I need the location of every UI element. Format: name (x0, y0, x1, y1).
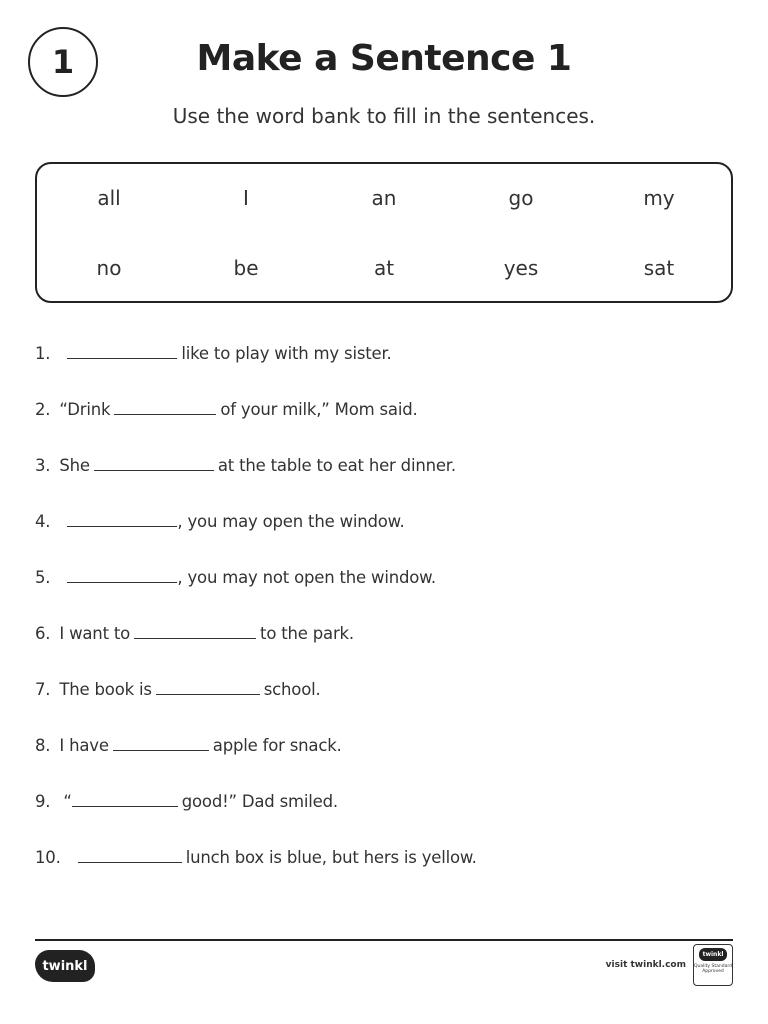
logo-text: twinkl (42, 958, 88, 974)
sentence-number: 9. (35, 792, 51, 811)
word-bank-word: no (96, 256, 122, 280)
badge-logo: twinkl (699, 948, 727, 961)
sentence-before: She (59, 456, 90, 475)
answer-blank[interactable] (67, 512, 177, 527)
sentence-item (35, 680, 321, 706)
word-bank-word: all (97, 186, 121, 210)
sentence-item (35, 400, 418, 426)
sentence-item (35, 624, 354, 650)
answer-blank[interactable] (134, 624, 256, 639)
sentence-before: The book is (59, 680, 152, 699)
answer-blank[interactable] (72, 792, 178, 807)
sentence-before: “ (63, 792, 72, 811)
sentence-item (35, 848, 477, 874)
sentence-item (35, 736, 342, 762)
sentence-after: , you may open the window. (177, 512, 405, 531)
sentence-after: to the park. (260, 624, 354, 643)
sentence-number: 6. (35, 624, 51, 643)
worksheet-number: 1 (51, 43, 75, 81)
word-bank-word: my (643, 186, 675, 210)
sentence-after: like to play with my sister. (181, 344, 392, 363)
sentence-after: , you may not open the window. (177, 568, 436, 587)
sentence-item (35, 456, 456, 482)
badge-text: Quality Standard Approved (694, 964, 732, 974)
sentence-number: 5. (35, 568, 51, 587)
sentence-after: school. (263, 680, 321, 699)
answer-blank[interactable] (94, 456, 214, 471)
word-bank-word: I (243, 186, 249, 210)
answer-blank[interactable] (67, 344, 177, 359)
page-title: Make a Sentence 1 (196, 38, 572, 79)
answer-blank[interactable] (67, 568, 177, 583)
sentence-number: 8. (35, 736, 51, 755)
quality-badge (693, 944, 733, 986)
sentence-before: “Drink (59, 400, 111, 419)
sentence-after: lunch box is blue, but hers is yellow. (185, 848, 477, 867)
sentence-number: 7. (35, 680, 51, 699)
sentence-after: at the table to eat her dinner. (217, 456, 456, 475)
sentence-item (35, 568, 436, 594)
word-bank-word: an (371, 186, 397, 210)
sentence-number: 2. (35, 400, 51, 419)
visit-website-text: visit twinkl.com (605, 960, 686, 970)
sentence-item (35, 344, 392, 370)
word-bank-word: at (373, 256, 395, 280)
sentence-number: 10. (35, 848, 61, 867)
answer-blank[interactable] (113, 736, 209, 751)
word-bank-word: yes (503, 256, 539, 280)
sentence-number: 3. (35, 456, 51, 475)
word-bank-word: sat (643, 256, 675, 280)
sentence-after: good!” Dad smiled. (181, 792, 338, 811)
sentence-after: of your milk,” Mom said. (220, 400, 418, 419)
word-bank-word: go (508, 186, 534, 210)
answer-blank[interactable] (114, 400, 216, 415)
instructions: Use the word bank to fill in the sentences. (172, 104, 596, 128)
sentence-before: I have (59, 736, 109, 755)
sentence-item (35, 792, 338, 818)
sentence-before: I want to (59, 624, 131, 643)
word-bank-row-2 (37, 256, 731, 286)
word-bank (35, 162, 733, 303)
word-bank-row-1 (37, 186, 731, 216)
word-bank-word: be (233, 256, 259, 280)
answer-blank[interactable] (156, 680, 260, 695)
sentence-number: 1. (35, 344, 51, 363)
twinkl-logo (35, 950, 95, 982)
sentence-item (35, 512, 405, 538)
sentence-number: 4. (35, 512, 51, 531)
footer-divider (35, 939, 733, 941)
answer-blank[interactable] (78, 848, 182, 863)
sentence-after: apple for snack. (212, 736, 342, 755)
